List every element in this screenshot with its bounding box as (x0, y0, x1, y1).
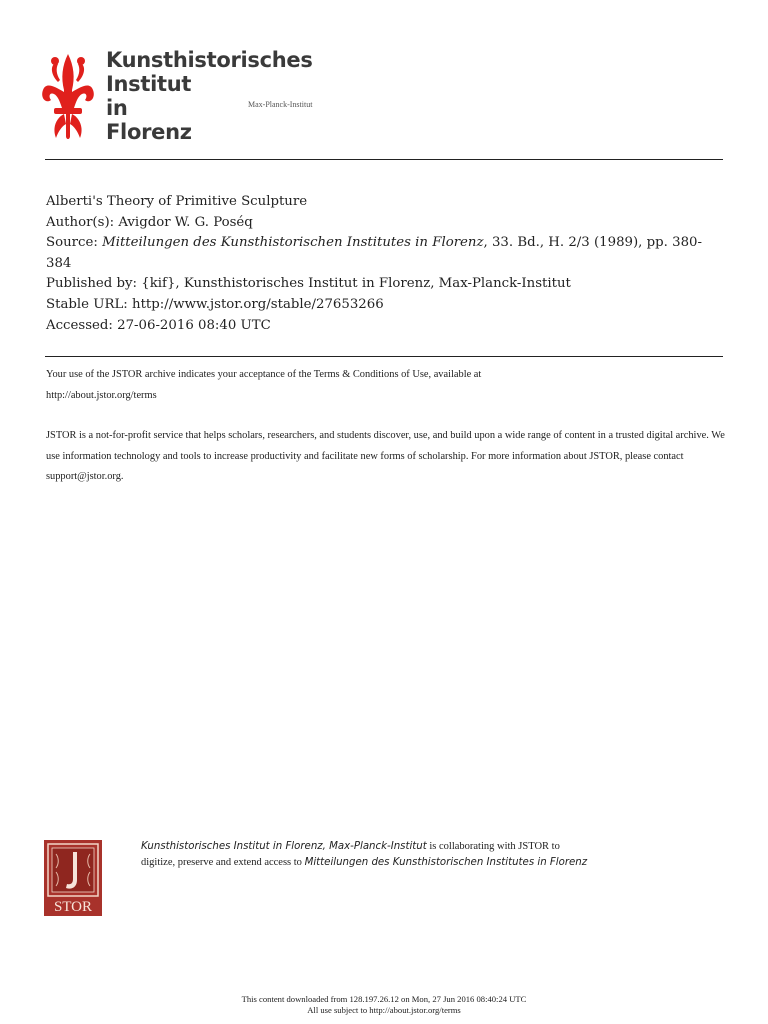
jstor-logo-icon (44, 840, 102, 916)
citation-divider (45, 356, 723, 357)
institute-name-line: in (106, 96, 128, 120)
download-footer (0, 994, 768, 1016)
author-label: Author(s): (46, 214, 115, 230)
collab-institute: Kunsthistorisches Institut in Florenz, Max-Planck-Institut (141, 841, 427, 852)
institute-subtitle: Max-Planck-Institut (248, 100, 313, 109)
institute-logo (40, 44, 340, 144)
terms-block (46, 365, 736, 488)
jstor-logo-text: STOR (53, 899, 93, 915)
author-name: Avigdor W. G. Poséq (118, 214, 253, 230)
terms-link[interactable]: http://about.jstor.org/terms (46, 389, 157, 401)
collaboration-statement (141, 839, 741, 871)
stable-url-link[interactable]: http://www.jstor.org/stable/27653266 (132, 296, 384, 312)
accessed-line (46, 316, 726, 337)
about-jstor: JSTOR is a not-for-profit service that helps scholars, researchers, and students discover, use, and build upon a wide range of content in a trusted digital archive. We use information technology and tools to increase productivity and facilitate new forms of scholarship. For more information about JSTOR, please contact support@jstor.org. (46, 430, 725, 482)
source-detail: , 33. Bd., H. 2/3 (1989), pp. 380-384 (46, 235, 702, 271)
publisher-label: Published by: (46, 276, 138, 292)
institute-name-line: Institut (106, 72, 192, 96)
collab-text-1: is collaborating with JSTOR to (426, 841, 560, 852)
institute-name-line: Florenz (106, 120, 192, 144)
citation-block (46, 192, 726, 336)
collab-journal: Mitteilungen des Kunsthistorischen Institutes in Florenz (304, 857, 588, 868)
source-line (46, 233, 726, 274)
publisher-line (46, 274, 726, 295)
stable-url-label: Stable URL: (46, 296, 128, 312)
terms-footer: All use subject to http://about.jstor.org/terms (307, 1005, 461, 1015)
stable-url-line (46, 295, 726, 316)
source-journal[interactable]: Mitteilungen des Kunsthistorischen Institutes in Florenz (102, 235, 484, 251)
collab-text-2: digitize, preserve and extend access to (141, 857, 305, 868)
terms-notice: Your use of the JSTOR archive indicates your acceptance of the Terms & Conditions of Use, available at (46, 369, 482, 380)
institute-name (106, 48, 313, 144)
accessed-label: Accessed: (46, 317, 113, 333)
source-label: Source: (46, 235, 98, 251)
accessed-date: 27-06-2016 08:40 UTC (117, 317, 271, 333)
publisher-name: {kif}, Kunsthistorisches Institut in Florenz, Max-Planck-Institut (141, 276, 571, 292)
author-line (46, 213, 726, 234)
institute-name-line: Kunsthistorisches (106, 48, 313, 72)
article-title: Alberti's Theory of Primitive Sculpture (46, 194, 308, 209)
florentine-lily-icon (40, 52, 96, 142)
download-info: This content downloaded from 128.197.26.12 on Mon, 27 Jun 2016 08:40:24 UTC (241, 994, 527, 1004)
header-divider (45, 159, 723, 160)
